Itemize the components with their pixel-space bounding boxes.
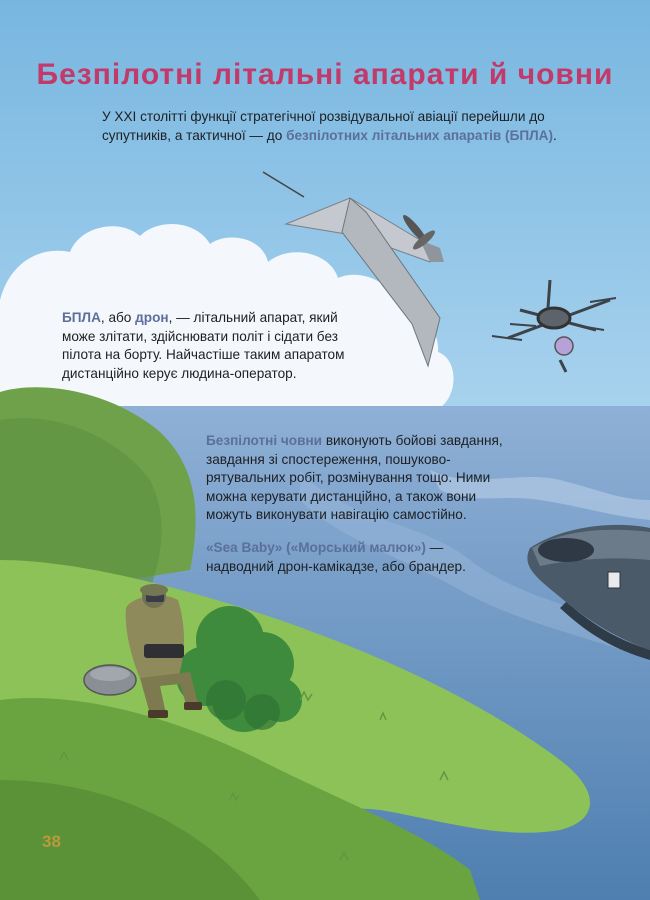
boats-paragraph: [206, 432, 506, 525]
drone-term: дрон: [135, 310, 169, 325]
sea-baby-term: «Sea Baby» («Морський малюк»): [206, 540, 426, 555]
bpla-text-1: , або: [100, 310, 136, 325]
sea-baby-text: — надводний дрон-камікадзе, або брандер.: [206, 540, 466, 574]
bpla-term: БПЛА: [62, 310, 101, 325]
page-title: Безпілотні літальні апарати й човни: [36, 58, 614, 91]
intro-paragraph: [102, 108, 572, 145]
sea-baby-paragraph: [206, 539, 506, 576]
intro-highlight: безпілотних літальних апаратів (БПЛА): [286, 127, 553, 143]
boats-term: Безпілотні човни: [206, 433, 323, 448]
page-number: 38: [42, 832, 61, 851]
bpla-text-2: , — літальний апарат, який може злітати, здійснювати політ і сідати без пілота на борту. Найчастіше таким апаратом дистанційно керує людина-оператор.: [62, 310, 345, 381]
boats-text: виконують бойові завдання, завдання зі спостереження, пошуково-рятувальних робіт, розмінування тощо. Ними можна керувати дистанційно, а також вони можуть виконувати навігацію самостійно.: [206, 433, 503, 522]
bpla-definition: [62, 309, 352, 383]
intro-end: .: [553, 127, 557, 143]
equipment-case-icon: [84, 665, 136, 695]
intro-text: У XXI столітті функції стратегічної розвідувальної авіації перейшли до супутників, а тактичної — до: [102, 109, 545, 143]
